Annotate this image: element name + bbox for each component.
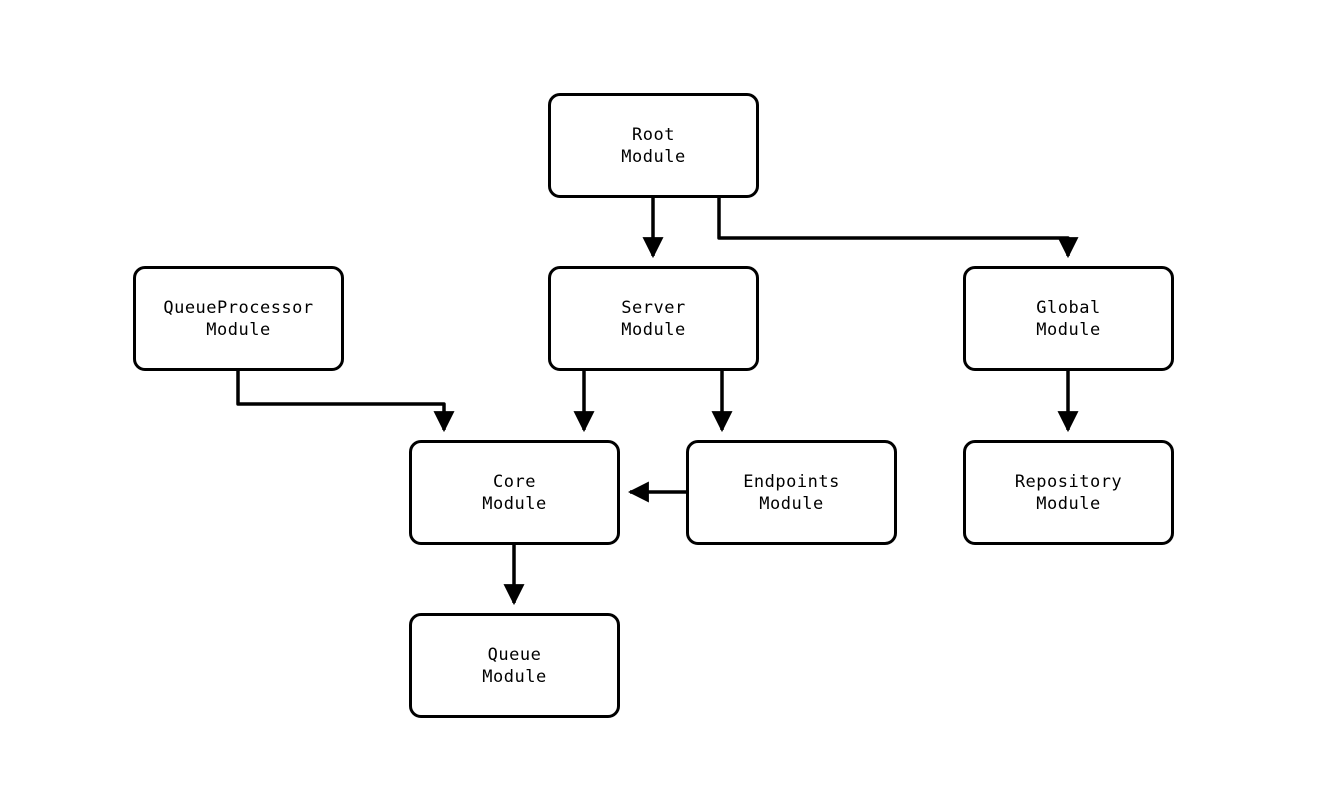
node-label-line1: Root <box>632 124 675 145</box>
node-label-line2: Module <box>621 319 686 340</box>
node-label-line1: Repository <box>1014 471 1123 492</box>
node-label-line1: Core <box>493 471 536 492</box>
edge-queueprocessor-to-core <box>238 371 444 430</box>
node-label-line2: Module <box>206 319 271 340</box>
node-queueprocessor-module[interactable] <box>133 266 344 371</box>
node-root-module[interactable] <box>548 93 759 198</box>
node-server-module[interactable] <box>548 266 759 371</box>
node-label-line2: Module <box>482 493 547 514</box>
node-label-line1: Server <box>621 297 686 318</box>
node-repository-module[interactable] <box>963 440 1174 545</box>
node-queue-module[interactable] <box>409 613 620 718</box>
node-label-line2: Module <box>759 493 824 514</box>
node-label-line1: QueueProcessor <box>163 297 314 318</box>
node-label-line2: Module <box>621 146 686 167</box>
node-label-line1: Endpoints <box>743 471 840 492</box>
node-label-line2: Module <box>1036 493 1101 514</box>
node-label-line2: Module <box>482 666 547 687</box>
node-label-line1: Queue <box>487 644 542 665</box>
node-global-module[interactable] <box>963 266 1174 371</box>
edge-root-to-global <box>719 198 1068 256</box>
node-endpoints-module[interactable] <box>686 440 897 545</box>
node-label-line2: Module <box>1036 319 1101 340</box>
node-core-module[interactable] <box>409 440 620 545</box>
node-label-line1: Global <box>1036 297 1101 318</box>
